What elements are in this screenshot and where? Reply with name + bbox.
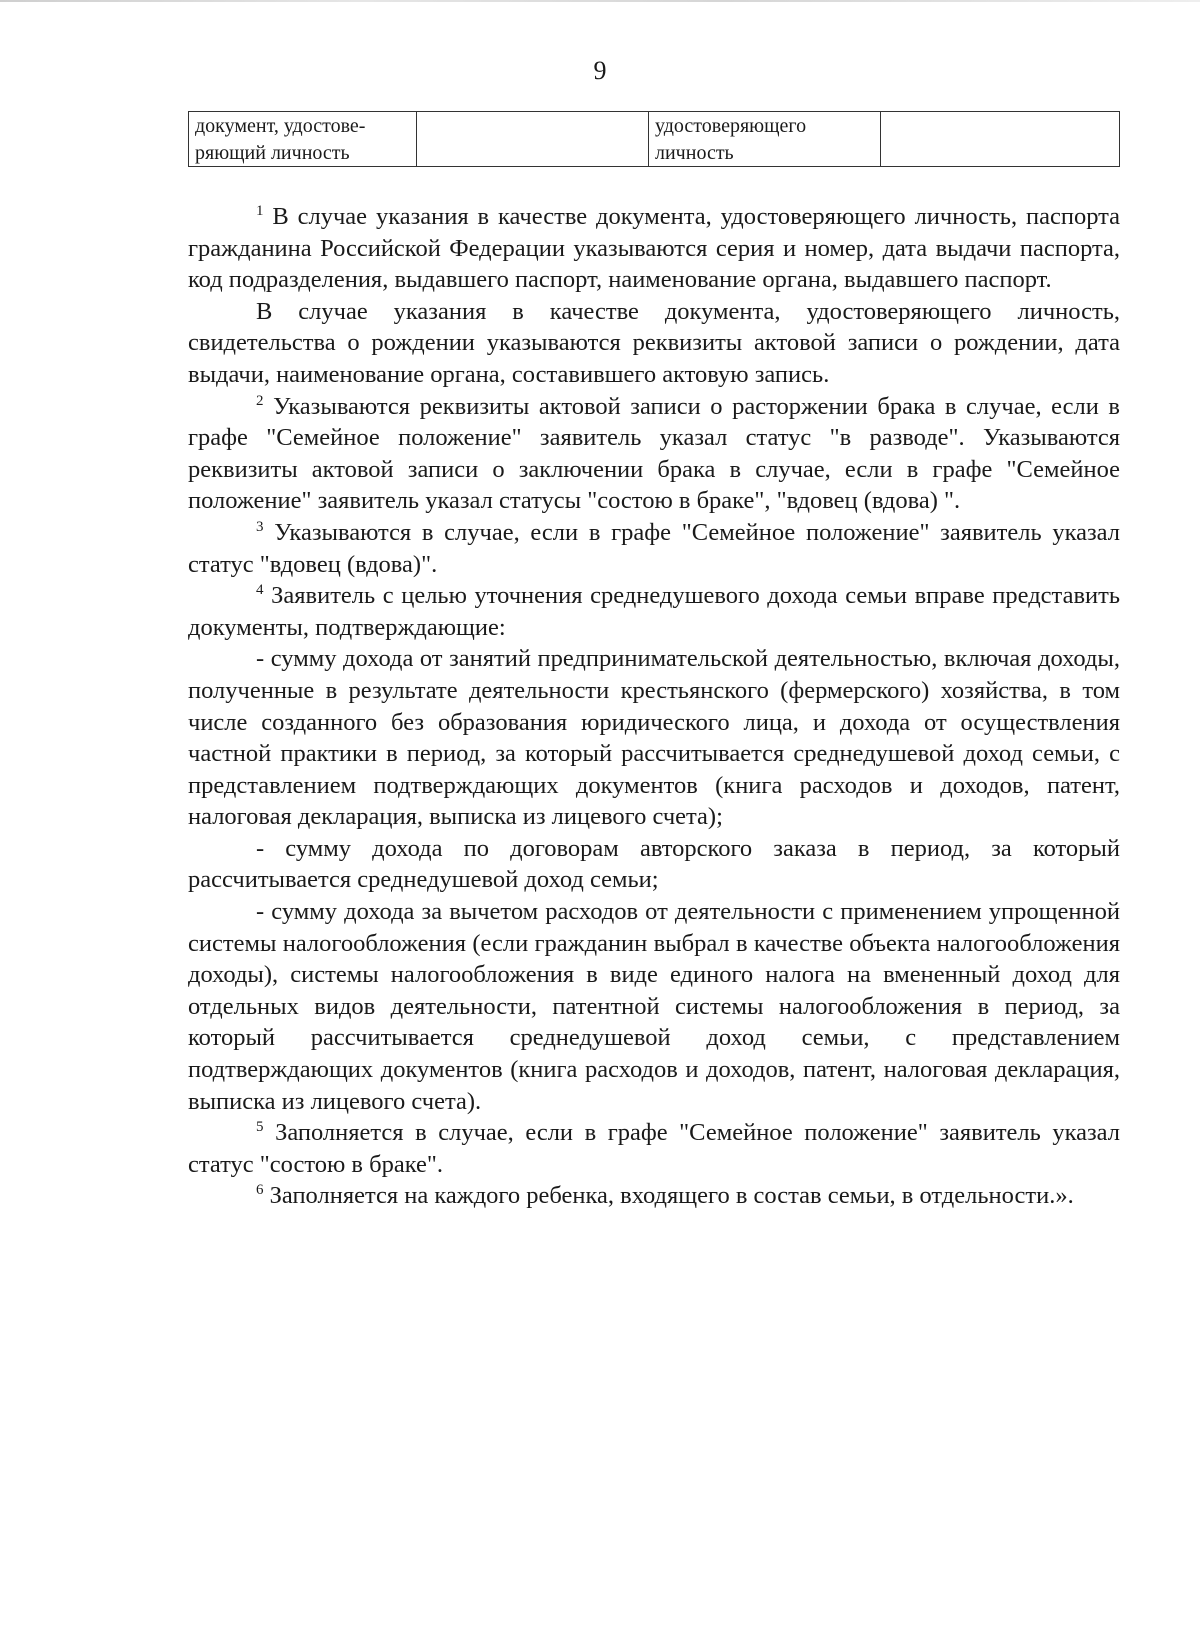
table-cell-document-type: документ, удостове- ряющий личность bbox=[189, 112, 417, 166]
footnote-text: Указываются реквизиты актовой записи о расторжении брака в случае, если в графе "Семейное положение" заявитель указал статус "в разводе". Указываются реквизиты актовой записи о заключении брака в случае, если в графе "Семейное положение" заявитель указал статусы "состою в браке", "вдовец (вдова) ". bbox=[188, 392, 1121, 515]
page-number: 9 bbox=[593, 56, 607, 85]
footnote-mark: 1 bbox=[256, 203, 264, 219]
footnote-text: - сумму дохода по договорам авторского заказа в период, за который рассчитывается среднедушевой доход семьи; bbox=[188, 834, 1120, 894]
table-cell-empty-1 bbox=[417, 112, 649, 166]
footnote-paragraph bbox=[188, 201, 1120, 296]
footnote-text: Заявитель с целью уточнения среднедушевого дохода семьи вправе представить документы, подтверждающие: bbox=[188, 582, 1120, 641]
footnote-text: В случае указания в качестве документа, удостоверяющего личность, паспорта гражданина Российской Федерации указываются серия и номер, дата выдачи паспорта, код подразделения, выдавшего паспорт, наименование органа, выдавшего паспорт. bbox=[188, 203, 1121, 294]
footnote-text: Заполняется в случае, если в графе "Семейное положение" заявитель указал статус "состою в браке". bbox=[188, 1119, 1121, 1178]
footnote-mark: 2 bbox=[256, 392, 264, 409]
footnotes-block bbox=[188, 201, 1120, 1212]
footnote-text: - сумму дохода от занятий предпринимательской деятельностью, включая доходы, полученные в результате деятельности крестьянского (фермерского) хозяйства, в том числе созданного без образования юридического лица, и дохода от осуществления частной практики в период, за который рассчитывается среднедушевой доход семьи, с представлением подтверждающих документов (книга расходов и доходов, патент, налоговая декларация, выписка из лицевого счета); bbox=[188, 645, 1120, 831]
footnote-list-item bbox=[188, 833, 1120, 896]
footnote-paragraph bbox=[188, 391, 1120, 517]
footnote-list-item bbox=[188, 896, 1120, 1117]
footnote-paragraph bbox=[188, 1180, 1120, 1212]
footnote-mark: 6 bbox=[256, 1182, 264, 1199]
footnote-list-item bbox=[188, 643, 1120, 833]
table-row bbox=[188, 111, 1120, 167]
footnote-paragraph bbox=[188, 517, 1120, 580]
footnote-text: - сумму дохода за вычетом расходов от деятельности с применением упрощенной системы налогообложения (если гражданин выбрал в качестве объекта налогообложения доходы), системы налогообложения в виде единого налога на вмененный доход для отдельных видов деятельности, патентной системы налогообложения в период, за который рассчитывается среднедушевой доход семьи, с представлением подтверждающих документов (книга расходов и доходов, патент, налоговая декларация, выписка из лицевого счета). bbox=[188, 898, 1120, 1115]
footnote-paragraph bbox=[188, 1117, 1120, 1180]
footnote-mark: 4 bbox=[256, 582, 264, 599]
footnote-text: Заполняется на каждого ребенка, входящего в состав семьи, в отдельности.». bbox=[269, 1182, 1074, 1210]
footnote-mark: 5 bbox=[256, 1119, 264, 1136]
footnote-mark: 3 bbox=[256, 518, 264, 535]
footnote-paragraph bbox=[188, 580, 1120, 643]
table-cell-empty-2 bbox=[881, 112, 1119, 166]
footnote-paragraph bbox=[188, 296, 1120, 391]
scan-edge bbox=[0, 0, 1200, 2]
footnote-text: Указываются в случае, если в графе "Семейное положение" заявитель указал статус "вдовец (вдова)". bbox=[188, 518, 1121, 578]
footnote-text: В случае указания в качестве документа, удостоверяющего личность, свидетельства о рождении указываются реквизиты актовой записи о рождении, дата выдачи, наименование органа, составившего актовую запись. bbox=[188, 297, 1120, 388]
table-cell-identity: удостоверяющего личность bbox=[649, 112, 881, 166]
